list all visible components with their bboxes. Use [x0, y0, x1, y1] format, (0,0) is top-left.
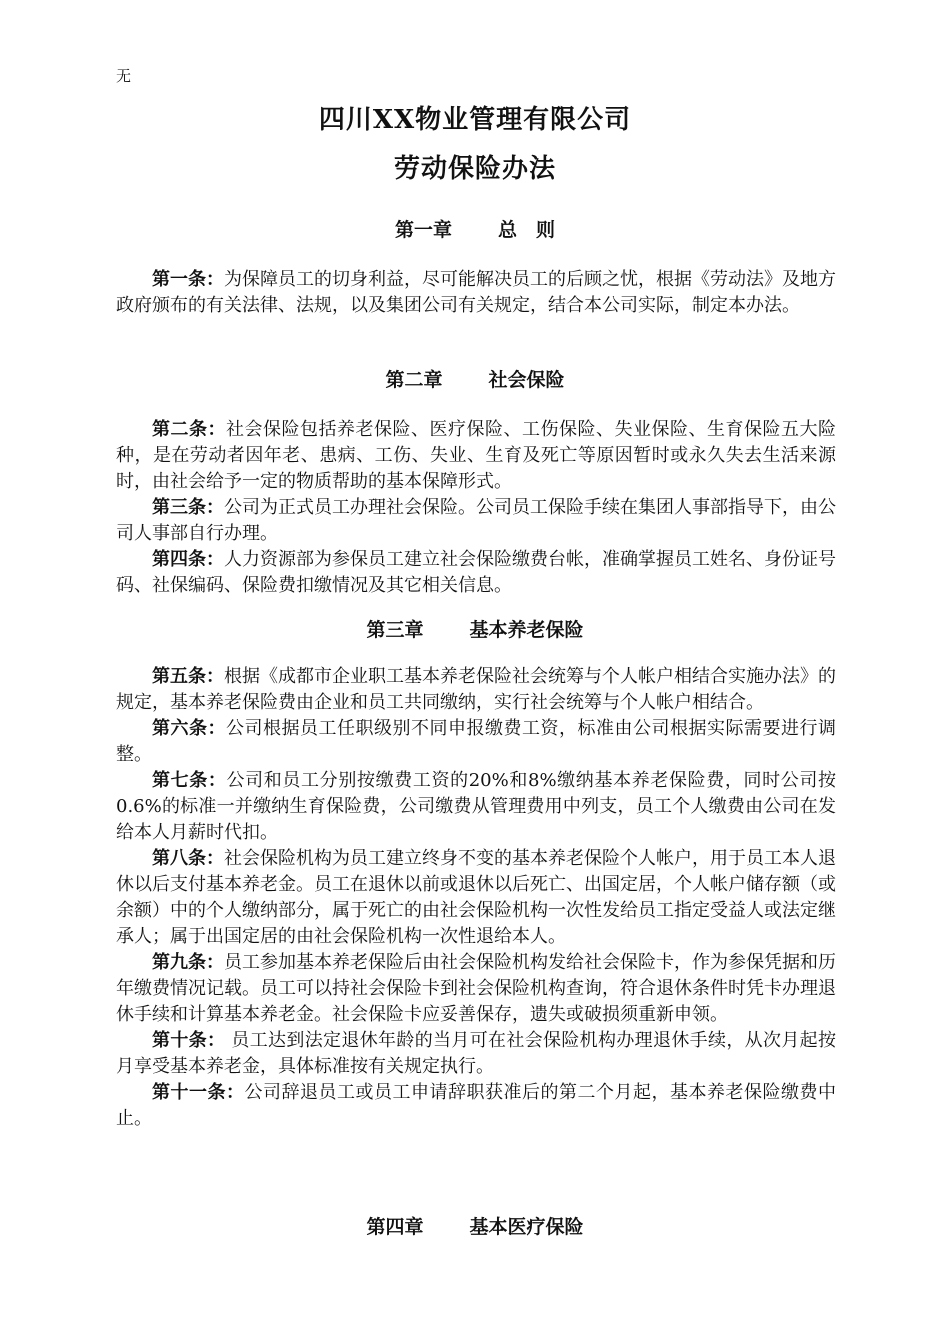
chapter-name: 基本医疗保险 [469, 1216, 584, 1238]
article-label: 第五条： [152, 666, 224, 687]
article-label: 第十条： [152, 1030, 226, 1051]
article [116, 547, 836, 599]
chapter-heading [0, 367, 950, 393]
chapter-body [116, 664, 836, 1132]
chapter-name: 总 则 [498, 219, 556, 241]
article [116, 417, 836, 495]
article-text: 公司为正式员工办理社会保险。公司员工保险手续在集团人事部指导下，由公司人事部自行办理。 [116, 497, 836, 544]
header-mark: 无 [116, 67, 132, 85]
chapter-name: 基本养老保险 [469, 619, 584, 641]
article [116, 768, 836, 846]
article [116, 1028, 836, 1080]
article [116, 664, 836, 716]
article [116, 716, 836, 768]
chapter-heading [0, 617, 950, 643]
chapter-body [116, 267, 836, 319]
article-text: 人力资源部为参保员工建立社会保险缴费台帐，准确掌握员工姓名、身份证号码、社保编码、保险费扣缴情况及其它相关信息。 [116, 549, 836, 596]
article-label: 第三条： [152, 497, 224, 518]
article-label: 第八条： [152, 848, 224, 869]
article [116, 1080, 836, 1132]
chapter-number: 第三章 [366, 619, 424, 641]
article-label: 第六条： [152, 718, 226, 739]
article-text: 公司和员工分别按缴费工资的20%和8%缴纳基本养老保险费，同时公司按0.6%的标准一并缴纳生育保险费，公司缴费从管理费用中列支，员工个人缴费由公司在发给本人月薪时代扣。 [116, 770, 837, 843]
document-title: 劳动保险办法 [393, 154, 556, 184]
chapter-name: 社会保险 [488, 369, 565, 391]
article-label: 第一条： [152, 269, 224, 290]
article [116, 846, 836, 950]
chapter-number: 第二章 [385, 369, 443, 391]
article [116, 950, 836, 1028]
article-text: 为保障员工的切身利益，尽可能解决员工的后顾之忧，根据《劳动法》及地方政府颁布的有关法律、法规，以及集团公司有关规定，结合本公司实际，制定本办法。 [116, 269, 836, 316]
article-text: 社会保险包括养老保险、医疗保险、工伤保险、失业保险、生育保险五大险种，是在劳动者因年老、患病、工伤、失业、生育及死亡等原因暂时或永久失去生活来源时，由社会给予一定的物质帮助的基本保障形式。 [116, 419, 836, 492]
article-text: 公司根据员工任职级别不同申报缴费工资，标准由公司根据实际需要进行调整。 [116, 718, 836, 765]
article-text: 员工参加基本养老保险后由社会保险机构发给社会保险卡，作为参保凭据和历年缴费情况记载。员工可以持社会保险卡到社会保险机构查询，符合退休条件时凭卡办理退休手续和计算基本养老金。社会保险卡应妥善保存，遗失或破损须重新申领。 [116, 952, 836, 1025]
chapter-heading [0, 1214, 950, 1240]
chapter-number: 第四章 [366, 1216, 424, 1238]
article [116, 267, 836, 319]
article-label: 第七条： [152, 770, 227, 791]
chapter-heading [0, 217, 950, 243]
article-text: 社会保险机构为员工建立终身不变的基本养老保险个人帐户，用于员工本人退休以后支付基本养老金。员工在退休以前或退休以后死亡、出国定居，个人帐户储存额（或余额）中的个人缴纳部分，属于死亡的由社会保险机构一次性发给员工指定受益人或法定继承人；属于出国定居的由社会保险机构一次性退给本人。 [116, 848, 836, 947]
article-label: 第九条： [152, 952, 224, 973]
article-label: 第十一条： [152, 1082, 245, 1103]
article-text: 员工达到法定退休年龄的当月可在社会保险机构办理退休手续，从次月起按月享受基本养老金，具体标准按有关规定执行。 [116, 1030, 836, 1077]
article-text: 公司辞退员工或员工申请辞职获准后的第二个月起，基本养老保险缴费中止。 [116, 1082, 836, 1129]
company-title: 四川XX物业管理有限公司 [318, 105, 632, 135]
chapter-body [116, 417, 836, 599]
chapter-number: 第一章 [394, 219, 452, 241]
article-label: 第四条： [152, 549, 224, 570]
article-label: 第二条： [152, 419, 226, 440]
article-text: 根据《成都市企业职工基本养老保险社会统筹与个人帐户相结合实施办法》的规定，基本养老保险费由企业和员工共同缴纳，实行社会统筹与个人帐户相结合。 [116, 666, 836, 713]
article [116, 495, 836, 547]
